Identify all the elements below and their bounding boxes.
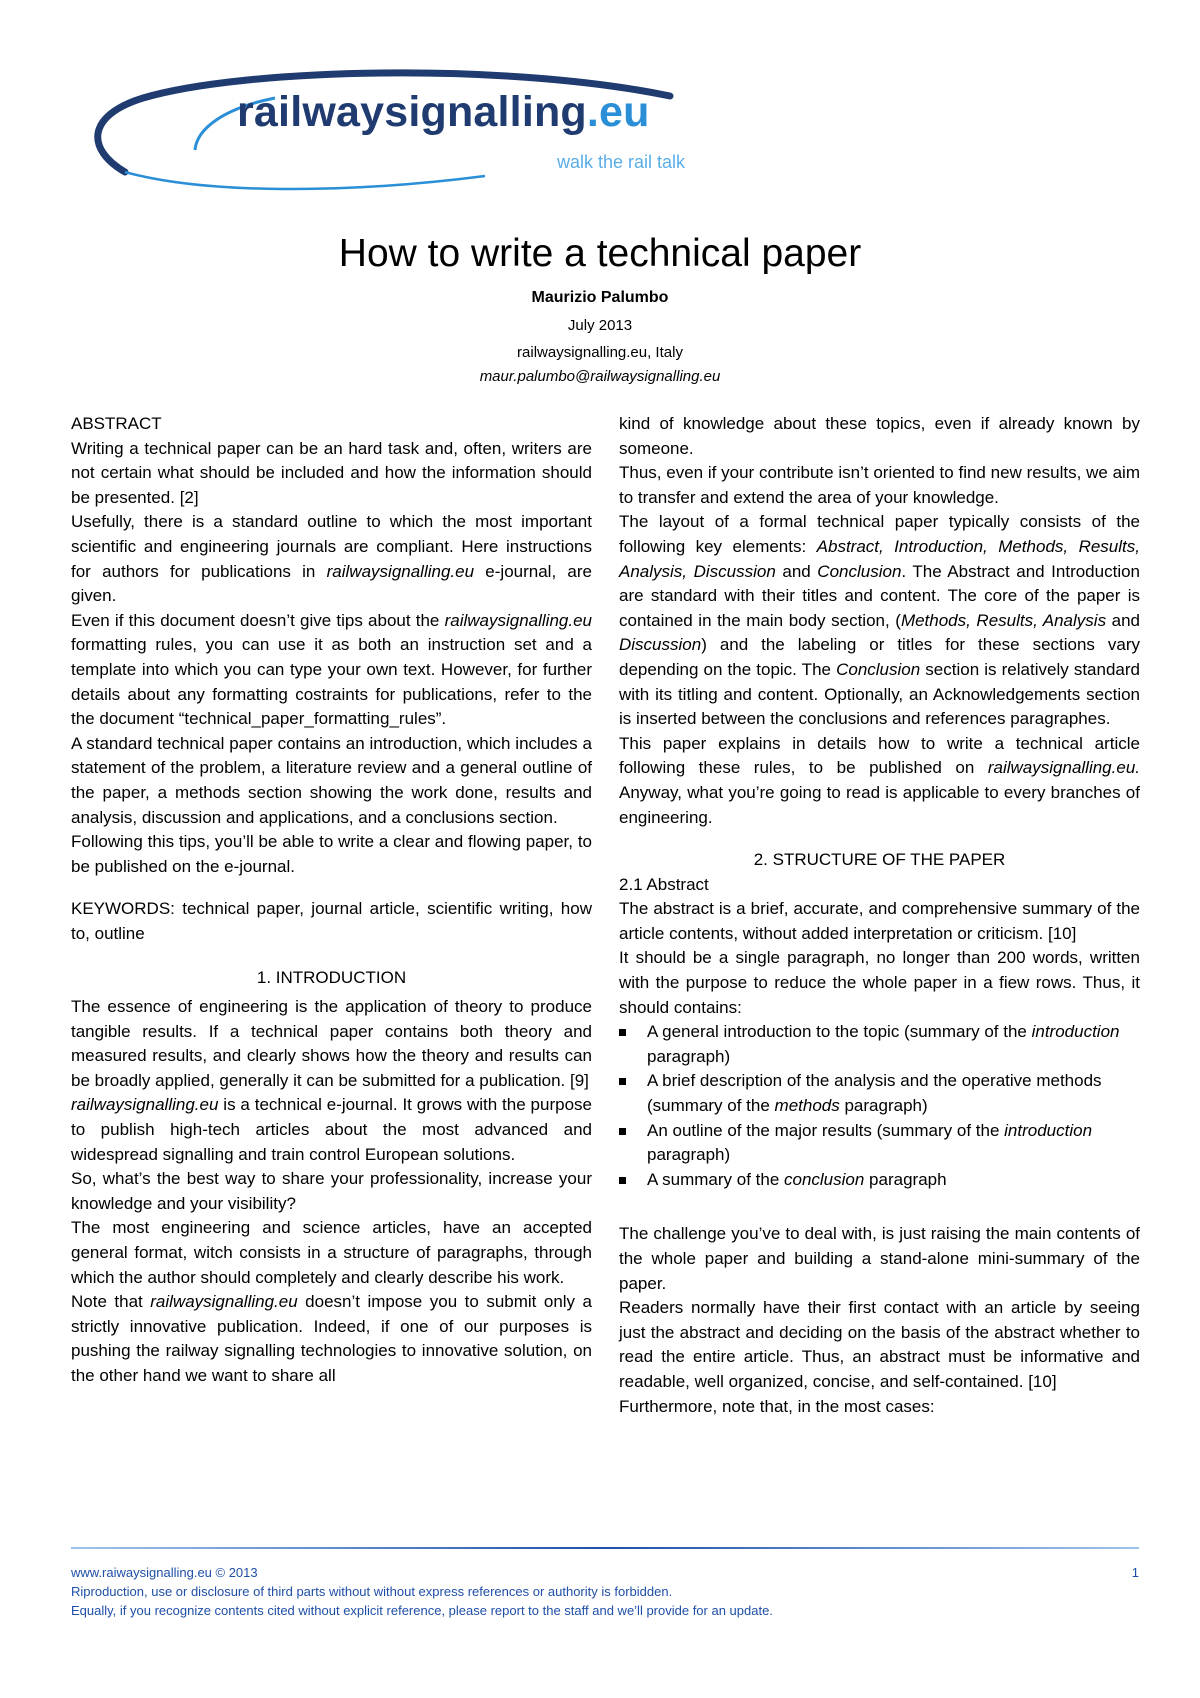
bullet-square-icon xyxy=(619,1128,626,1135)
spacer xyxy=(71,879,592,897)
bullet-square-icon xyxy=(619,1177,626,1184)
author-name: Maurizio Palumbo xyxy=(531,289,669,306)
text-run: A general introduction to the topic (summary of the xyxy=(647,1022,1032,1042)
text-run: formatting rules, you can use it as both an instruction set and a template into which you can type your own text. However, for further details about any formatting costraints for publications, refer to the the document “technical_paper_formatting_rules”. xyxy=(71,635,592,729)
text-run: Note that xyxy=(71,1292,151,1312)
emphasis: Conclusion xyxy=(836,659,921,679)
text-run: Anyway, what you’re going to read is applicable to every branches of engineering. xyxy=(619,782,1140,827)
body-paragraph: Thus, even if your contribute isn’t oriented to find new results, we aim to transfer and extend the area of your knowledge. xyxy=(619,463,1140,507)
section-heading-structure: 2. STRUCTURE OF THE PAPER xyxy=(753,850,1006,870)
left-column xyxy=(71,412,592,1389)
spacer xyxy=(71,946,592,966)
abstract-section-paragraph: Readers normally have their first contact with an article by seeing just the abstract and deciding on the basis of the abstract whether to read the entire article. Thus, an abstract must be informative and readable, well organized, concise, and self-contained. [10] xyxy=(619,1298,1140,1391)
spacer xyxy=(619,1192,1140,1222)
body-paragraph xyxy=(619,510,1140,731)
logo-name: railwaysignalling xyxy=(237,88,587,136)
text-run: paragraph) xyxy=(839,1096,928,1116)
text-run: . The Abstract and Introduction are standard with their titles and content. The core of the paper is contained in the main body section, ( xyxy=(619,561,1140,630)
text-run: A brief description of the analysis and the operative methods (summary of the xyxy=(647,1071,1102,1116)
emphasis: Methods, Results, Analysis xyxy=(900,610,1107,630)
emphasis: methods xyxy=(774,1096,840,1116)
text-run: is a technical e-journal. It grows with the purpose to publish high-tech articles about the most advanced and widespread signalling and train control European solutions. xyxy=(71,1095,592,1164)
abstract-contents-list xyxy=(619,1020,1140,1192)
journal-name: railwaysignalling.eu xyxy=(444,610,592,630)
footer-row xyxy=(71,1563,1139,1582)
abstract-section-paragraph: It should be a single paragraph, no longer than 200 words, written with the purpose to reduce the whole paper in a fiew rows. Thus, it should contains: xyxy=(619,948,1140,1017)
text-run: paragraph) xyxy=(647,1046,731,1066)
spacer xyxy=(619,830,1140,848)
emphasis: introduction xyxy=(1031,1022,1120,1042)
intro-paragraph xyxy=(71,1093,592,1167)
emphasis: Conclusion xyxy=(817,561,902,581)
intro-paragraph: The most engineering and science articles, have an accepted general format, witch consists in a structure of paragraphs, through which the author should completely and clearly describe his work. xyxy=(71,1218,592,1287)
right-column xyxy=(619,412,1140,1419)
section-heading-introduction: 1. INTRODUCTION xyxy=(256,968,407,988)
text-run: e-journal, are given. xyxy=(71,561,593,606)
logo-tld: .eu xyxy=(586,88,650,136)
footer-notice: Equally, if you recognize contents cited without explicit reference, please report to the staff and we’ll provide for an update. xyxy=(71,1603,773,1618)
abstract-paragraph xyxy=(71,510,592,608)
abstract-section-paragraph: Furthermore, note that, in the most cases: xyxy=(619,1396,935,1416)
journal-name: railwaysignalling.eu xyxy=(326,561,475,581)
abstract-section-paragraph: The challenge you’ve to deal with, is just raising the main contents of the whole paper and building a stand-alone mini-summary of the paper. xyxy=(619,1224,1140,1293)
body-paragraph: kind of knowledge about these topics, even if already known by someone. xyxy=(619,414,1140,458)
journal-name: railwaysignalling.eu xyxy=(150,1292,298,1312)
text-run: A summary of the xyxy=(647,1169,784,1189)
list-item xyxy=(619,1119,1140,1168)
author-affiliation: railwaysignalling.eu, Italy xyxy=(517,344,683,361)
text-run: paragraph) xyxy=(647,1145,731,1165)
intro-paragraph: The essence of engineering is the application of theory to produce tangible results. If a technical paper contains both theory and measured results, and clearly shows how the theory and results can be broadly applied, generally it can be submitted for a publication. [9] xyxy=(71,997,592,1090)
paper-title: How to write a technical paper xyxy=(338,232,862,275)
subsection-heading-abstract: 2.1 Abstract xyxy=(619,874,709,894)
logo-tagline: walk the rail talk xyxy=(557,152,686,172)
journal-name: railwaysignalling.eu xyxy=(71,1095,219,1115)
page-number: 1 xyxy=(1131,1565,1139,1580)
abstract-heading: ABSTRACT xyxy=(71,414,162,433)
list-item xyxy=(619,1020,1140,1069)
text-run: doesn’t impose you to submit only a strictly innovative publication. Indeed, if one of our purposes is pushing the railway signalling technologies to innovative solution, on the other hand we want to share all xyxy=(71,1292,592,1385)
list-item xyxy=(619,1168,1140,1193)
emphasis: Abstract, Introduction, Methods, Results, Analysis, Discussion xyxy=(619,536,1140,581)
text-run: ) and the labeling or titles for these sections vary depending on the topic. The xyxy=(619,635,1140,679)
abstract-paragraph: Writing a technical paper can be an hard task and, often, writers are not certain what should be included and how the information should be presented. [2] xyxy=(71,438,592,507)
publication-date: July 2013 xyxy=(567,317,633,334)
text-run: and xyxy=(775,561,818,581)
abstract-section-paragraph: The abstract is a brief, accurate, and comprehensive summary of the article contents, without added interpretation or criticism. [10] xyxy=(619,899,1140,943)
intro-paragraph: So, what’s the best way to share your professionality, increase your knowledge and your visibility? xyxy=(71,1169,592,1213)
footer-copyright: www.raiwaysignalling.eu © 2013 xyxy=(71,1565,258,1580)
text-run: paragraph xyxy=(864,1169,947,1189)
text-run: and xyxy=(1106,610,1141,630)
text-run: An outline of the major results (summary of the xyxy=(647,1120,1005,1140)
bullet-square-icon xyxy=(619,1078,626,1085)
emphasis: Discussion xyxy=(619,635,702,655)
intro-paragraph xyxy=(71,1290,592,1388)
logo-wordmark xyxy=(237,88,650,137)
text-run: This paper explains in details how to write a technical article following these rules, to be published on xyxy=(619,733,1140,778)
emphasis: introduction xyxy=(1004,1120,1093,1140)
site-logo xyxy=(85,68,745,198)
bullet-square-icon xyxy=(619,1029,626,1036)
footer-disclaimer: Riproduction, use or disclosure of third parts without without express references or authority is forbidden. xyxy=(71,1584,673,1599)
abstract-paragraph xyxy=(71,609,592,732)
text-run: Even if this document doesn’t give tips about the xyxy=(71,610,445,630)
text-run: section is relatively standard with its titling and content. Optionally, an Acknowledgements section is inserted between the conclusions and references paragraphes. xyxy=(619,659,1140,729)
emphasis: conclusion xyxy=(784,1169,865,1189)
body-paragraph xyxy=(619,732,1140,830)
text-run: Usefully, there is a standard outline to which the most important scientific and engineering journals are compliant. Here instructions for authors for publications in xyxy=(71,512,592,581)
list-item xyxy=(619,1069,1140,1118)
journal-name: railwaysignalling.eu. xyxy=(987,758,1140,778)
keywords: KEYWORDS: technical paper, journal article, scientific writing, how to, outline xyxy=(71,899,592,943)
abstract-paragraph: Following this tips, you’ll be able to write a clear and flowing paper, to be published on the e-journal. xyxy=(71,832,592,876)
author-email: maur.palumbo@railwaysignalling.eu xyxy=(479,368,721,385)
footer-divider xyxy=(71,1547,1139,1549)
abstract-paragraph: A standard technical paper contains an introduction, which includes a statement of the problem, a literature review and a general outline of the paper, a methods section showing the work done, results and analysis, discussion and applications, and a conclusions section. xyxy=(71,733,592,827)
text-run: The layout of a formal technical paper typically consists of the following key elements: xyxy=(619,512,1140,556)
page-footer xyxy=(71,1563,1139,1620)
